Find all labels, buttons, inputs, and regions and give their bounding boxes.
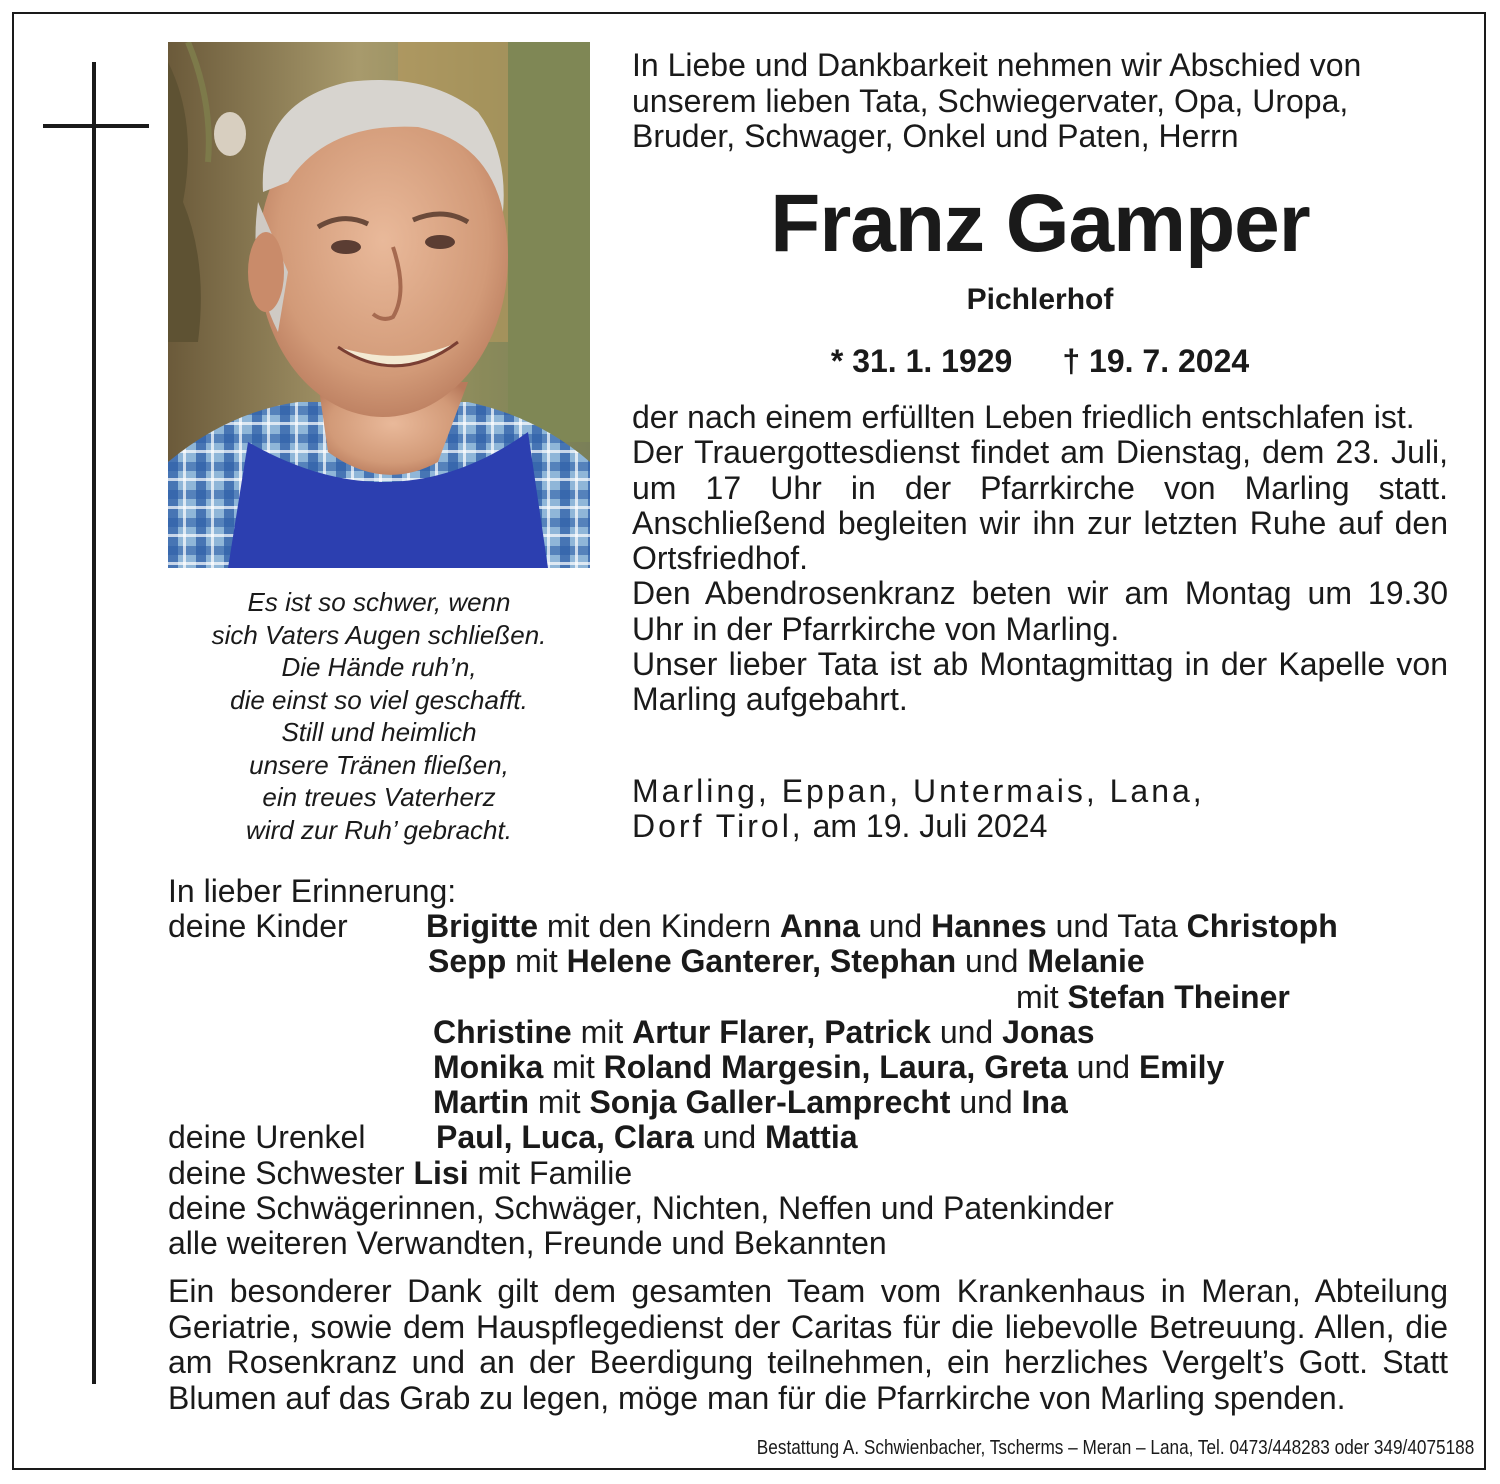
place-and-date bbox=[632, 774, 1448, 844]
sister-entry: deine Schwester Lisi mit Familie bbox=[168, 1154, 633, 1191]
intro-text: In Liebe und Dankbarkeit nehmen wir Abschied von unserem lieben Tata, Schwiegervater, Opa, Uropa, Bruder, Schwager, Onkel und Paten, Herrn bbox=[632, 47, 1362, 154]
poem-line: Es ist so schwer, wenn bbox=[247, 587, 511, 617]
places-line: Marling, Eppan, Untermais, Lana, bbox=[632, 773, 1205, 809]
notice-date: am 19. Juli 2024 bbox=[803, 808, 1048, 844]
child-entry: Brigitte mit den Kindern Anna und Hannes und Tata Christoph bbox=[426, 908, 1338, 945]
body-paragraph: der nach einem erfüllten Leben friedlich entschlafen ist. bbox=[632, 399, 1415, 435]
body-paragraph: Der Trauergottesdienst findet am Dienstag, dem 23. Juli, um 17 Uhr in der Pfarrkirche von Marling statt. Anschließend begleiten wir ihn zur letzten Ruhe auf den Ortsfriedhof. bbox=[632, 434, 1448, 577]
poem-line: wird zur Ruh’ gebracht. bbox=[246, 814, 512, 845]
child-entry-continued: mit Stefan Theiner bbox=[1016, 978, 1290, 1015]
poem-line: die einst so viel geschafft. bbox=[230, 684, 528, 715]
deceased-name: Franz Gamper bbox=[770, 178, 1310, 269]
inlaws-entry: deine Schwägerinnen, Schwäger, Nichten, Neffen und Patenkinder bbox=[168, 1189, 1114, 1226]
death-date: † 19. 7. 2024 bbox=[1062, 343, 1250, 379]
family-heading: In lieber Erinnerung: bbox=[168, 873, 457, 909]
great-grandchildren-names: Paul, Luca, Clara und Mattia bbox=[436, 1119, 858, 1156]
portrait-photo bbox=[168, 42, 590, 568]
cross-icon-bar bbox=[43, 124, 149, 128]
service-details bbox=[632, 400, 1448, 718]
children-label: deine Kinder bbox=[168, 908, 348, 945]
great-grandchildren-label: deine Urenkel bbox=[168, 1119, 366, 1156]
poem-line: Die Hände ruh’n, bbox=[281, 652, 477, 682]
child-entry: Christine mit Artur Flarer, Patrick und Jonas bbox=[433, 1013, 1095, 1050]
poem-line: Still und heimlich bbox=[281, 717, 477, 747]
body-paragraph: Den Abendrosenkranz beten wir am Montag um 19.30 Uhr in der Pfarrkirche von Marling. bbox=[632, 575, 1448, 647]
cross-icon bbox=[92, 62, 96, 1384]
body-paragraph: Unser lieber Tata ist ab Montagmittag in der Kapelle von Marling aufgebahrt. bbox=[632, 646, 1448, 718]
places-date-line bbox=[632, 809, 1448, 844]
funeral-home-info: Bestattung A. Schwienbacher, Tscherms – Meran – Lana, Tel. 0473/448283 oder 349/4075188 bbox=[756, 1437, 1474, 1459]
places-line-2: Dorf Tirol, bbox=[632, 808, 804, 844]
farm-name: Pichlerhof bbox=[966, 283, 1114, 316]
child-entry: Monika mit Roland Margesin, Laura, Greta und Emily bbox=[433, 1048, 1225, 1085]
memorial-poem bbox=[168, 586, 590, 846]
birth-date: * 31. 1. 1929 bbox=[830, 343, 1013, 379]
life-dates bbox=[632, 340, 1448, 382]
family-list bbox=[168, 874, 1458, 1261]
others-entry: alle weiteren Verwandten, Freunde und Bekannten bbox=[168, 1224, 887, 1261]
thanks-paragraph: Ein besonderer Dank gilt dem gesamten Team vom Krankenhaus in Meran, Abteilung Geriatrie, sowie dem Hauspflegedienst der Caritas für die liebevolle Betreuung. Allen, die am Rosenkranz und an der Beerdigung teilnehmen, ein herzliches Vergelt’s Gott. Statt Blumen auf das Grab zu legen, möge man für die Pfarrkirche von Marling spenden. bbox=[168, 1273, 1448, 1416]
poem-line: unsere Tränen fließen, bbox=[249, 749, 509, 780]
child-entry: Sepp mit Helene Ganterer, Stephan und Melanie bbox=[428, 943, 1145, 980]
child-entry: Martin mit Sonja Galler-Lamprecht und Ina bbox=[433, 1084, 1068, 1121]
poem-line: ein treues Vaterherz bbox=[262, 782, 496, 812]
poem-line: sich Vaters Augen schließen. bbox=[211, 619, 547, 650]
